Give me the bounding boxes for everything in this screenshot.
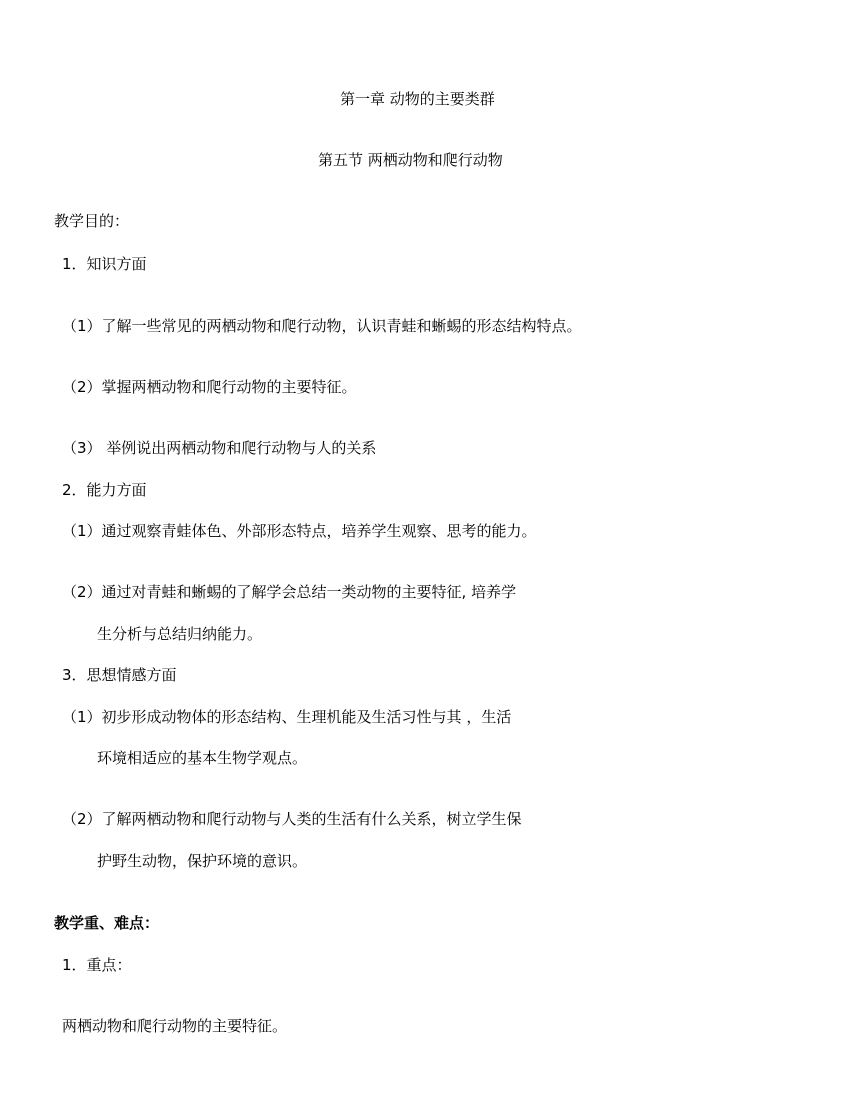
ability-item-1: （1）通过观察青蛙体色、外部形态特点，培养学生观察、思考的能力。	[62, 522, 537, 540]
ability-heading: 2．能力方面	[62, 481, 147, 499]
chapter-title: 第一章 动物的主要类群	[340, 90, 495, 108]
knowledge-item-3: （3） 举例说出两栖动物和爬行动物与人的关系	[62, 439, 377, 457]
section-title: 第五节 两栖动物和爬行动物	[318, 151, 503, 169]
emotion-item-1-line-2: 环境相适应的基本生物学观点。	[97, 749, 308, 767]
key-points-heading: 教学重、难点：	[54, 914, 160, 932]
objectives-heading: 教学目的：	[54, 212, 130, 230]
emotion-item-1-line-1: （1）初步形成动物体的形态结构、生理机能及生活习性与其 ，生活	[62, 708, 512, 726]
ability-item-2-line-2: 生分析与总结归纳能力。	[97, 625, 263, 643]
knowledge-heading: 1．知识方面	[62, 255, 147, 273]
emotion-item-2-line-1: （2）了解两栖动物和爬行动物与人类的生活有什么关系，树立学生保	[62, 810, 522, 828]
focus-heading: 1．重点：	[62, 956, 132, 974]
emotion-heading: 3．思想情感方面	[62, 666, 177, 684]
knowledge-item-1: （1）了解一些常见的两栖动物和爬行动物，认识青蛙和蜥蜴的形态结构特点。	[62, 317, 582, 335]
emotion-item-2-line-2: 护野生动物，保护环境的意识。	[97, 852, 308, 870]
ability-item-2-line-1: （2）通过对青蛙和蜥蜴的了解学会总结一类动物的主要特征, 培养学	[62, 583, 517, 601]
knowledge-item-2: （2）掌握两栖动物和爬行动物的主要特征。	[62, 378, 357, 396]
focus-text: 两栖动物和爬行动物的主要特征。	[62, 1017, 288, 1035]
